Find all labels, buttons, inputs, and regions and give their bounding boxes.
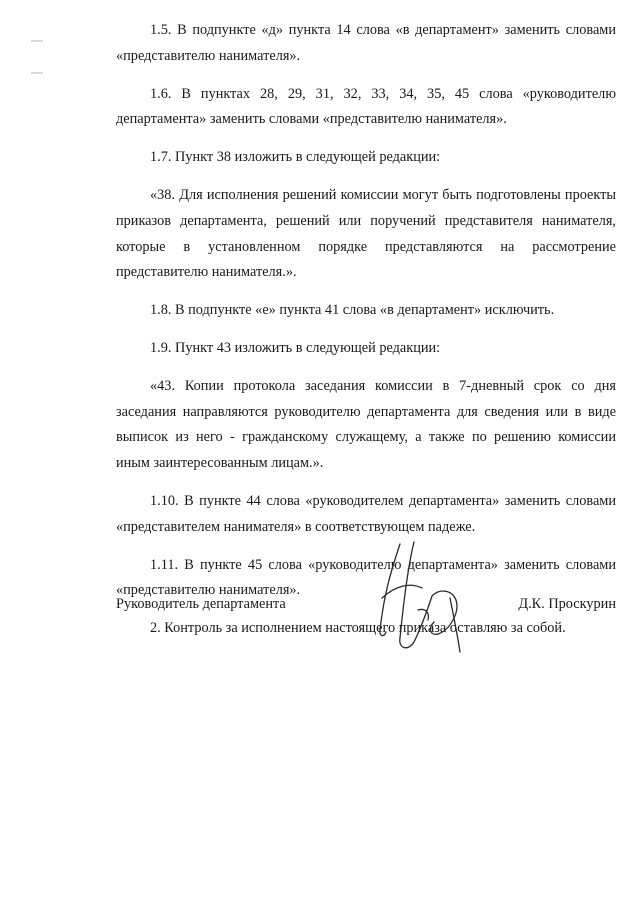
paragraph-1-9: 1.9. Пункт 43 изложить в следующей редакции:	[150, 339, 441, 356]
paragraph-1-5: 1.5. В подпункте «д» пункта 14 слова «в департамент» заменить словами «представителю нанимателя».	[116, 22, 616, 64]
paragraph-2: 2. Контроль за исполнением настоящего приказа оставляю за собой.	[150, 620, 566, 637]
paragraph-1-10: 1.10. В пункте 44 слова «руководителем департамента» заменить словами «представителем нанимателя» в соответствующем падеже.	[116, 492, 616, 535]
document-body	[116, 18, 616, 654]
signature-block	[116, 592, 616, 616]
paragraph-1-8: 1.8. В подпункте «е» пункта 41 слова «в департамент» исключить.	[150, 302, 555, 319]
signatory-name: Д.К. Проскурин	[518, 596, 616, 612]
margin-scan-mark	[31, 40, 43, 42]
paragraph-38-quote: «38. Для исполнения решений комиссии могут быть подготовлены проекты приказов департамента, решений или поручений представителя нанимателя, которые в установленном порядке представляются на рассмотрение представителю нанимателя.».	[116, 186, 616, 281]
margin-scan-mark	[31, 72, 43, 74]
paragraph-1-11: 1.11. В пункте 45 слова «руководителю департамента» заменить словами «представителю нанимателя».	[116, 556, 616, 599]
paragraph-1-6: 1.6. В пунктах 28, 29, 31, 32, 33, 34, 35, 45 слова «руководителю департамента» заменить словами «представителю нанимателя».	[116, 85, 616, 128]
signatory-role: Руководитель департамента	[116, 596, 286, 612]
paragraph-1-7: 1.7. Пункт 38 изложить в следующей редакции:	[150, 149, 441, 166]
paragraph-43-quote: «43. Копии протокола заседания комиссии в 7-дневный срок со дня заседания направляются руководителю департамента для сведения или в виде выписок из него - гражданскому служащему, а также по решению комиссии иным заинтересованным лицам.».	[116, 377, 616, 472]
